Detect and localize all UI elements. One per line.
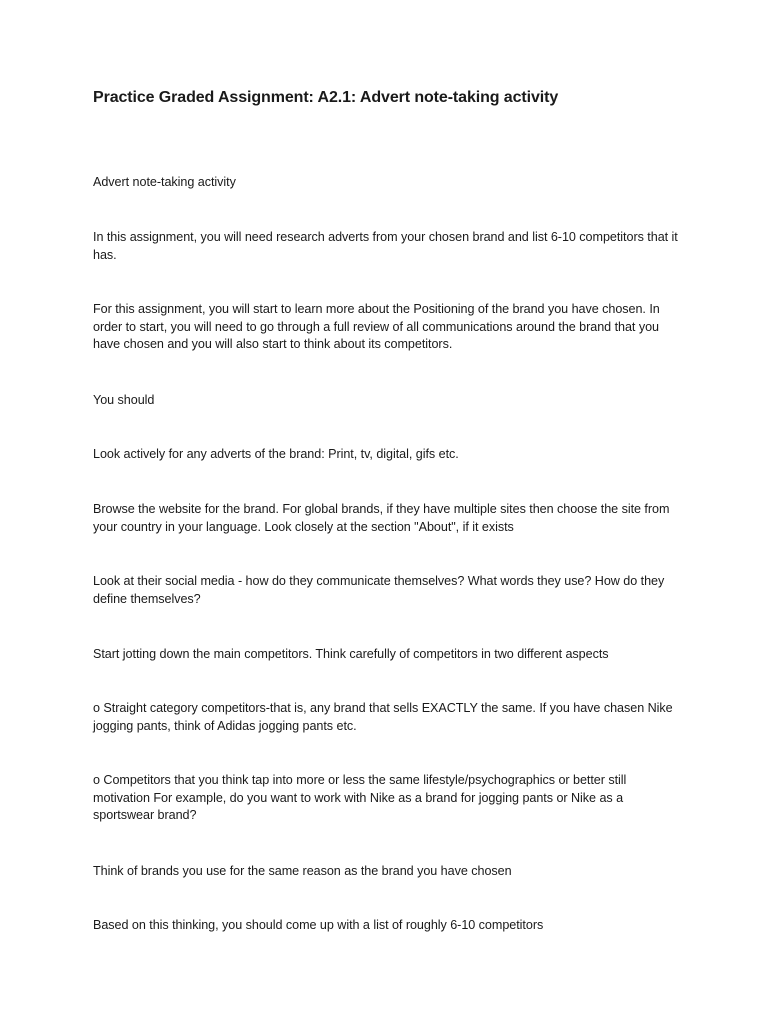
paragraph-adverts: Look actively for any adverts of the brand: Print, tv, digital, gifs etc.	[93, 447, 459, 461]
paragraph-lifestyle-competitors: o Competitors that you think tap into more or less the same lifestyle/psychographics or better still motivation For example, do you want to work with Nike as a brand for jogging pants or Nike as a sportswear brand?	[93, 773, 627, 822]
paragraph-list: Based on this thinking, you should come up with a list of roughly 6-10 competitors	[93, 918, 544, 932]
paragraph-same-reason: Think of brands you use for the same reason as the brand you have chosen	[93, 864, 512, 878]
paragraph-category-competitors: o Straight category competitors-that is, any brand that sells EXACTLY the same. If you have chasen Nike jogging pants, think of Adidas jogging pants etc.	[93, 701, 673, 733]
paragraph-you-should: You should	[93, 393, 155, 407]
paragraph-competitors: Start jotting down the main competitors. Think carefully of competitors in two different aspects	[93, 647, 609, 661]
document-title: Practice Graded Assignment: A2.1: Advert note-taking activity	[93, 89, 559, 106]
paragraph-positioning: For this assignment, you will start to learn more about the Positioning of the brand you have chosen. In order to start, you will need to go through a full review of all communications around the brand that you have chosen and you will also start to think about its competitors.	[93, 302, 660, 351]
paragraph-intro: In this assignment, you will need research adverts from your chosen brand and list 6-10 competitors that it has.	[93, 230, 678, 262]
paragraph-subtitle: Advert note-taking activity	[93, 175, 236, 189]
paragraph-website: Browse the website for the brand. For global brands, if they have multiple sites then choose the site from your country in your language. Look closely at the section "About", if it exists	[93, 502, 670, 534]
paragraph-social-media: Look at their social media - how do they communicate themselves? What words they use? How do they define themselves?	[93, 574, 665, 606]
